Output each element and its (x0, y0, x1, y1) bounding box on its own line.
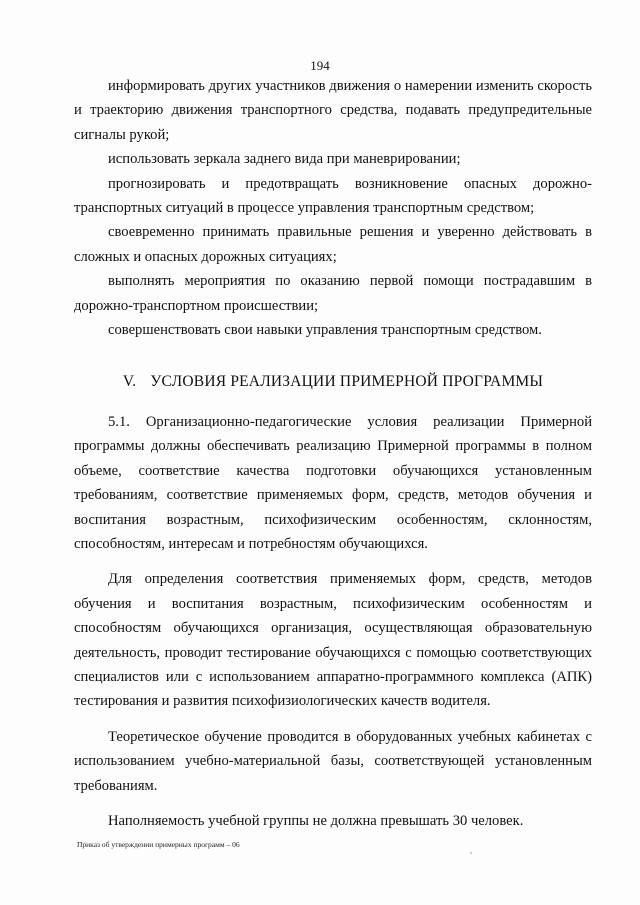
paragraph: своевременно принимать правильные решения и уверенно действовать в сложных и опасных дорожных ситуациях; (74, 224, 592, 265)
top-text-block (74, 74, 592, 342)
paragraph: 5.1. Организационно-педагогические условия реализации Примерной программы должны обеспечивать реализацию Примерной программы в полном объеме, соответствие качества подготовки обучающихся установленным требованиям, соответствие применяемых форм, средств, методов обучения и воспитания возрастным, психофизическим особенностям, склонностям, способностям, интересам и потребностям обучающихся. (74, 414, 592, 553)
paragraph: совершенствовать свои навыки управления транспортным средством. (108, 322, 542, 339)
section-heading (74, 373, 592, 391)
paragraph: Теоретическое обучение проводится в оборудованных учебных кабинетах с использованием учебно-материальной базы, соответствующей установленным требованиям. (74, 728, 592, 794)
paragraph: Наполняемость учебной группы не должна превышать 30 человек. (108, 813, 524, 830)
paragraph: выполнять мероприятия по оказанию первой помощи пострадавшим в дорожно-транспортном происшествии; (74, 273, 592, 314)
section-number: V. (122, 373, 137, 390)
scan-speck (470, 852, 472, 854)
section-title: УСЛОВИЯ РЕАЛИЗАЦИИ ПРИМЕРНОЙ ПРОГРАММЫ (150, 373, 544, 390)
footer-note: Приказ об утверждении примерных программ – 06 (77, 840, 240, 849)
page-number: 194 (310, 58, 330, 73)
paragraph: информировать других участников движения о намерении изменить скорость и траекторию движения транспортного средства, подавать предупредительные сигналы рукой; (74, 78, 592, 143)
section-text-block (74, 410, 592, 834)
paragraph: Для определения соответствия применяемых форм, средств, методов обучения и воспитания возрастным, психофизическим особенностям и способностям обучающихся организация, осуществляющая образовательную деятельность, проводит тестирование обучающихся с помощью соответствующих специалистов или с использованием аппаратно-программного комплекса (АПК) тестирования и развития психофизиологических качеств водителя. (74, 571, 592, 710)
paragraph: прогнозировать и предотвращать возникновение опасных дорожно-транспортных ситуаций в процессе управления транспортным средством; (74, 175, 592, 217)
paragraph: использовать зеркала заднего вида при маневрировании; (108, 151, 461, 168)
